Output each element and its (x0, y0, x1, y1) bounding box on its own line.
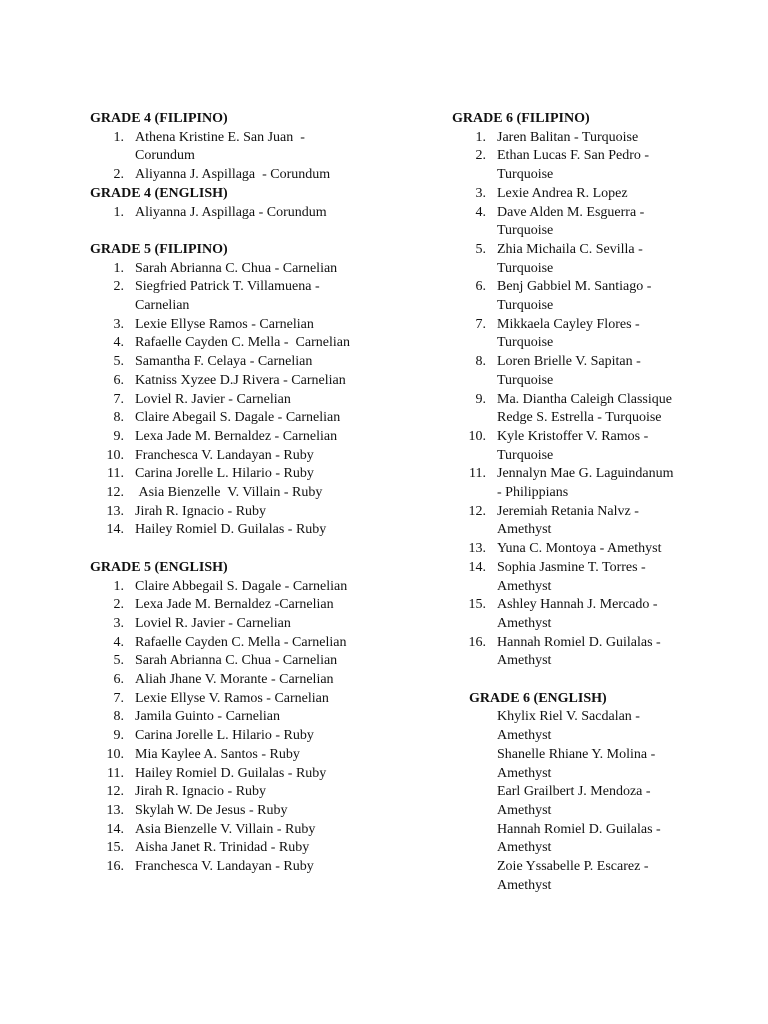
list-item (90, 821, 390, 840)
awardee-name: Franchesca V. Landayan - Ruby (135, 447, 314, 463)
item-number: 4. (475, 204, 486, 220)
awardee-name: Mia Kaylee A. Santos - Ruby (135, 746, 300, 762)
list-item (90, 204, 390, 223)
item-number: 10. (468, 428, 486, 444)
awardee-list (90, 204, 390, 223)
section-heading: GRADE 6 (ENGLISH) (469, 690, 607, 706)
list-item (90, 858, 390, 877)
item-number: 6. (113, 672, 124, 688)
awardee-name: Rafaelle Cayden C. Mella - Carnelian (135, 634, 347, 650)
item-number: 11. (107, 765, 124, 781)
awardee-name: Ethan Lucas F. San Pedro - Turquoise (497, 148, 650, 183)
awardee-name: Jaren Balitan - Turquoise (497, 129, 639, 145)
item-number: 5. (113, 653, 124, 669)
awardee-name: Zoie Yssabelle P. Escarez - Amethyst (497, 859, 649, 893)
section-heading: GRADE 5 (FILIPINO) (90, 241, 228, 257)
awardee-name: Sarah Abrianna C. Chua - Carnelian (135, 260, 338, 276)
awardee-name: Zhia Michaila C. Sevilla - Turquoise (497, 241, 643, 276)
awardee-name: Aisha Janet R. Trinidad - Ruby (135, 840, 310, 856)
item-number: 2. (113, 279, 124, 295)
grade-4-english-section (90, 185, 390, 222)
left-column (90, 110, 390, 877)
list-item (90, 727, 390, 746)
item-number: 2. (113, 167, 124, 183)
item-number: 7. (113, 690, 124, 706)
awardee-name: Loviel R. Javier - Carnelian (135, 391, 291, 407)
list-item (90, 765, 390, 784)
list-item (90, 521, 390, 540)
awardee-name: Aliyanna J. Aspillaga - Corundum (135, 204, 327, 220)
awardee-list (90, 129, 390, 185)
awardee-name: Lexie Ellyse Ramos - Carnelian (135, 316, 314, 332)
awardee-name: Jirah R. Ignacio - Ruby (135, 784, 267, 800)
awardee-name: Loren Brielle V. Sapitan - Turquoise (497, 354, 641, 388)
awardee-name: Athena Kristine E. San Juan - Corundum (135, 129, 305, 164)
awardee-name: Carina Jorelle L. Hilario - Ruby (135, 728, 314, 744)
list-item (90, 708, 390, 727)
awardee-name: Jennalyn Mae G. Laguindanum - Philippians (497, 466, 674, 501)
item-number: 13. (468, 541, 486, 557)
item-number: 15. (106, 840, 124, 856)
item-number: 5. (113, 354, 124, 370)
list-item (90, 839, 390, 858)
item-number: 1. (113, 578, 124, 594)
list-item (90, 802, 390, 821)
list-item (452, 204, 712, 241)
awardee-name: Sarah Abrianna C. Chua - Carnelian (135, 653, 338, 669)
list-item (90, 278, 390, 315)
item-number: 11. (107, 466, 124, 482)
item-number: 9. (113, 728, 124, 744)
awardee-name: Asia Bienzelle V. Villain - Ruby (135, 821, 316, 837)
list-item (452, 241, 712, 278)
item-number: 1. (475, 129, 486, 145)
item-number: 10. (106, 447, 124, 463)
awardee-name: Lexie Andrea R. Lopez (497, 185, 628, 201)
list-item (452, 634, 712, 671)
list-item (452, 129, 712, 148)
list-item (452, 746, 712, 783)
item-number: 15. (468, 597, 486, 613)
item-number: 8. (113, 410, 124, 426)
awardee-name: Hailey Romiel D. Guilalas - Ruby (135, 522, 327, 538)
awardee-name: Asia Bienzelle V. Villain - Ruby (135, 485, 323, 501)
list-item (90, 372, 390, 391)
grade-4-filipino-section (90, 110, 390, 185)
item-number: 13. (106, 503, 124, 519)
awardee-name: Franchesca V. Landayan - Ruby (135, 859, 314, 875)
list-item (452, 147, 712, 184)
item-number: 2. (475, 148, 486, 164)
awardee-name: Jirah R. Ignacio - Ruby (135, 503, 267, 519)
awardee-name: Sophia Jasmine T. Torres - Amethyst (497, 559, 646, 594)
awardee-name: Hannah Romiel D. Guilalas - Amethyst (497, 634, 661, 669)
list-item (452, 465, 712, 502)
list-item (90, 615, 390, 634)
section-heading: GRADE 5 (ENGLISH) (90, 559, 228, 575)
list-item (452, 316, 712, 353)
awardee-list (90, 260, 390, 541)
item-number: 1. (113, 129, 124, 145)
right-column (452, 110, 712, 896)
awardee-name: Shanelle Rhiane Y. Molina - Amethyst (497, 746, 656, 781)
awardee-name: Ashley Hannah J. Mercado - Amethyst (497, 597, 658, 631)
list-item (90, 783, 390, 802)
item-number: 6. (113, 372, 124, 388)
awardee-name: Earl Grailbert J. Mendoza - Amethyst (497, 784, 651, 818)
list-item (452, 185, 712, 204)
item-number: 7. (475, 316, 486, 332)
awardee-name: Loviel R. Javier - Carnelian (135, 615, 291, 631)
item-number: 11. (469, 466, 486, 482)
list-item (452, 540, 712, 559)
item-number: 1. (113, 260, 124, 276)
list-item (90, 166, 390, 185)
item-number: 12. (468, 503, 486, 519)
item-number: 3. (113, 615, 124, 631)
list-item (452, 428, 712, 465)
list-item (452, 596, 712, 633)
awardee-name: Ma. Diantha Caleigh Classique Redge S. Estrella - Turquoise (497, 391, 672, 426)
list-item (90, 353, 390, 372)
list-item (90, 578, 390, 597)
list-item (452, 559, 712, 596)
awardee-name: Jamila Guinto - Carnelian (135, 709, 281, 725)
awardee-list (452, 129, 712, 671)
list-item (90, 652, 390, 671)
item-number: 16. (106, 859, 124, 875)
item-number: 8. (113, 709, 124, 725)
list-item (452, 353, 712, 390)
list-item (452, 821, 712, 858)
awardee-name: Lexa Jade M. Bernaldez - Carnelian (135, 428, 338, 444)
item-number: 14. (468, 559, 486, 575)
list-item (452, 278, 712, 315)
grade-6-english-section (452, 690, 712, 896)
awardee-name: Katniss Xyzee D.J Rivera - Carnelian (135, 372, 346, 388)
awardee-name: Lexa Jade M. Bernaldez -Carnelian (135, 597, 334, 613)
awardee-name: Lexie Ellyse V. Ramos - Carnelian (135, 690, 329, 706)
list-item (452, 503, 712, 540)
awardee-list (452, 708, 712, 895)
section-heading: GRADE 6 (FILIPINO) (452, 111, 590, 126)
list-item (452, 708, 712, 745)
item-number: 12. (106, 784, 124, 800)
awardee-name: Kyle Kristoffer V. Ramos - Turquoise (497, 428, 649, 463)
item-number: 4. (113, 634, 124, 650)
awardee-name: Samantha F. Celaya - Carnelian (135, 354, 313, 370)
list-item (90, 671, 390, 690)
item-number: 1. (113, 204, 124, 220)
awardee-name: Hannah Romiel D. Guilalas - Amethyst (497, 821, 661, 856)
item-number: 10. (106, 746, 124, 762)
awardee-name: Hailey Romiel D. Guilalas - Ruby (135, 765, 327, 781)
awardee-name: Claire Abegail S. Dagale - Carnelian (135, 410, 341, 426)
list-item (90, 260, 390, 279)
awardee-name: Carina Jorelle L. Hilario - Ruby (135, 466, 314, 482)
list-item (90, 503, 390, 522)
grade-5-english-section (90, 559, 390, 877)
grade-6-filipino-section (452, 110, 712, 671)
awardee-name: Aliah Jhane V. Morante - Carnelian (135, 672, 334, 688)
item-number: 9. (475, 391, 486, 407)
awardee-name: Siegfried Patrick T. Villamuena - Carnelian (135, 279, 320, 314)
item-number: 4. (113, 335, 124, 351)
awardee-name: Jeremiah Retania Nalvz - Amethyst (497, 503, 639, 538)
item-number: 3. (475, 185, 486, 201)
item-number: 12. (106, 485, 124, 501)
item-number: 14. (106, 522, 124, 538)
item-number: 16. (468, 634, 486, 650)
list-item (90, 334, 390, 353)
item-number: 2. (113, 597, 124, 613)
list-item (90, 447, 390, 466)
awardee-name: Dave Alden M. Esguerra - Turquoise (497, 204, 645, 239)
list-item (90, 391, 390, 410)
item-number: 14. (106, 821, 124, 837)
list-item (90, 409, 390, 428)
awardee-name: Rafaelle Cayden C. Mella - Carnelian (135, 335, 350, 351)
awardee-name: Skylah W. De Jesus - Ruby (135, 802, 288, 818)
awardee-list (90, 578, 390, 877)
awardee-name: Khylix Riel V. Sacdalan - Amethyst (497, 709, 640, 744)
awardee-name: Claire Abbegail S. Dagale - Carnelian (135, 578, 348, 594)
item-number: 9. (113, 428, 124, 444)
list-item (90, 465, 390, 484)
list-item (452, 783, 712, 820)
awardee-name: Mikkaela Cayley Flores - Turquoise (497, 316, 640, 351)
section-heading: GRADE 4 (FILIPINO) (90, 111, 228, 126)
section-heading: GRADE 4 (ENGLISH) (90, 185, 228, 201)
list-item (90, 428, 390, 447)
awardee-name: Benj Gabbiel M. Santiago - Turquoise (497, 279, 652, 314)
awardee-name: Yuna C. Montoya - Amethyst (497, 541, 662, 557)
item-number: 7. (113, 391, 124, 407)
list-item (90, 690, 390, 709)
grade-5-filipino-section (90, 241, 390, 540)
list-item (452, 858, 712, 895)
list-item (90, 316, 390, 335)
item-number: 8. (475, 354, 486, 370)
item-number: 5. (475, 241, 486, 257)
item-number: 3. (113, 316, 124, 332)
list-item (452, 391, 712, 428)
awardee-name: Aliyanna J. Aspillaga - Corundum (135, 167, 331, 183)
item-number: 13. (106, 802, 124, 818)
list-item (90, 129, 390, 166)
list-item (90, 596, 390, 615)
item-number: 6. (475, 279, 486, 295)
list-item (90, 484, 390, 503)
list-item (90, 634, 390, 653)
list-item (90, 746, 390, 765)
